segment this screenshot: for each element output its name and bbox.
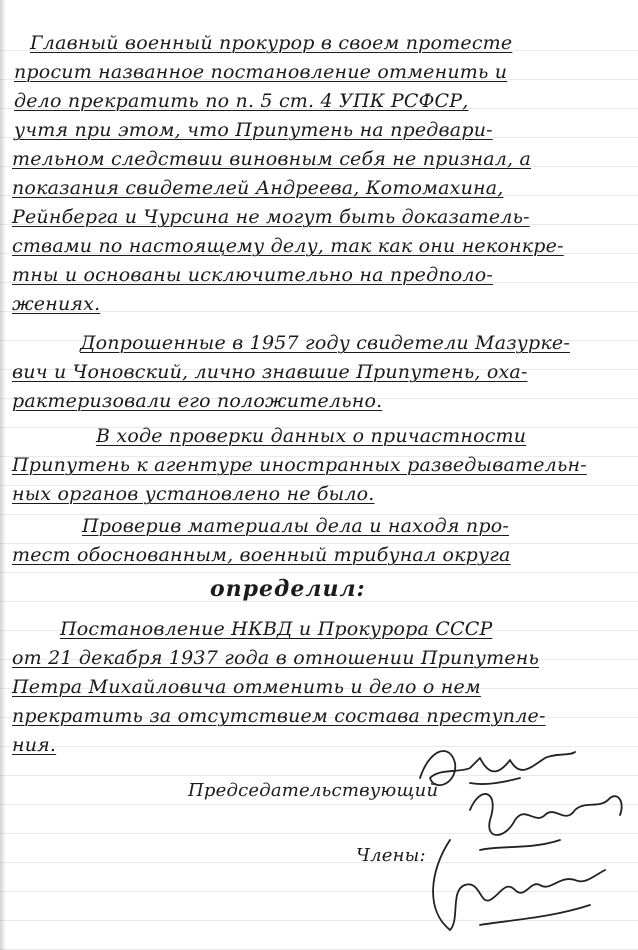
- text-line-17: Проверив материалы дела и находя про-: [82, 515, 509, 537]
- text-line-6: показания свидетелей Андреева, Котомахина,: [12, 177, 504, 199]
- text-line-14: В ходе проверки данных о причастности: [96, 425, 527, 447]
- member-signature-2: [420, 830, 620, 940]
- text-line-23: прекратить за отсутствием состава преступле-: [12, 705, 546, 727]
- text-line-16: ных органов установлено не было.: [12, 483, 375, 505]
- text-line-22: Петра Михайловича отменить и дело о нем: [12, 676, 481, 698]
- text-line-2: просит названное постановление отменить и: [14, 61, 508, 83]
- text-line-4: учтя при этом, что Припутень на предвари-: [14, 119, 493, 141]
- text-line-8: ствами по настоящему делу, так как они неконкре-: [12, 235, 564, 257]
- members-label: Члены:: [356, 845, 426, 866]
- text-line-24: ния.: [12, 734, 57, 756]
- text-line-10: жениях.: [12, 293, 101, 315]
- page-edge-shadow: [0, 0, 6, 950]
- text-line-7: Рейнберга и Чурсина не могут быть доказатель-: [12, 206, 530, 228]
- decision-heading: определил:: [210, 576, 366, 602]
- text-line-18: тест обоснованным, военный трибунал округа: [12, 544, 511, 566]
- text-line-15: Припутень к агентуре иностранных разведывательн-: [12, 454, 587, 476]
- text-line-20: Постановление НКВД и Прокурора СССР: [60, 618, 493, 640]
- text-line-3: дело прекратить по п. 5 ст. 4 УПК РСФСР,: [14, 90, 469, 112]
- chairman-label: Председательствующий: [188, 780, 439, 801]
- text-line-11: Допрошенные в 1957 году свидетели Мазурке-: [80, 332, 570, 354]
- text-line-13: рактеризовали его положительно.: [12, 390, 383, 412]
- text-line-1: Главный военный прокурор в своем протесте: [30, 32, 513, 54]
- text-line-5: тельном следствии виновным себя не признал, а: [12, 148, 532, 170]
- text-line-21: от 21 декабря 1937 года в отношении Припутень: [12, 647, 540, 669]
- text-line-12: вич и Чоновский, лично знавшие Припутень, оха-: [12, 361, 528, 383]
- text-line-9: тны и основаны исключительно на предполо-: [12, 264, 493, 286]
